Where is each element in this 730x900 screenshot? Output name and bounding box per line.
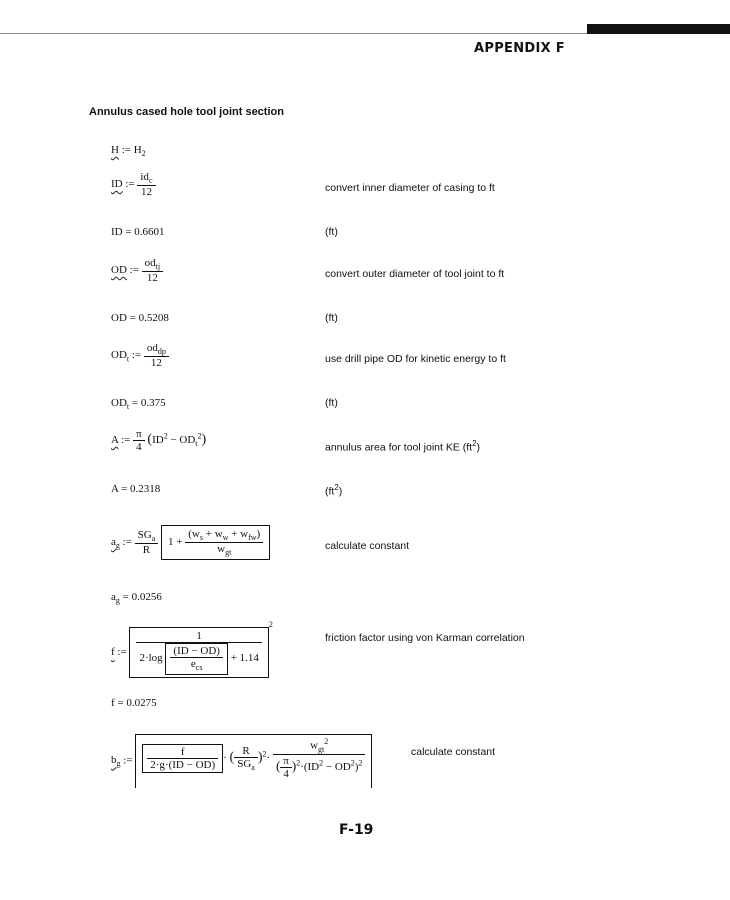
val-ag-name: a xyxy=(111,591,116,603)
eq-od-lhs: OD xyxy=(111,264,127,277)
appendix-label: APPENDIX F xyxy=(474,41,565,56)
eq-f-log-den: e xyxy=(190,658,196,671)
val-id: ID = 0.6601 xyxy=(111,226,165,238)
eq-h-definition: H := $H_2$ xyxy=(111,144,146,159)
eq-h-rhs-sub: 2 xyxy=(141,149,146,159)
eq-bg-bracket: $\frac{f}{2\cdot g\cdot(ID - OD)}$ · ( $\frac{R}{SG_a}$ )$^2$· $w_{gt}^2$ ( $\frac{\pi}{4}$ )$^2\cdot(ID^2 - OD^2)^2$ xyxy=(135,734,372,788)
eq-h-lhs: H xyxy=(111,144,119,156)
eq-odt-num: od xyxy=(146,342,158,354)
eq-f-log-den-sub: cs xyxy=(195,663,203,673)
note-a-end: ) xyxy=(476,441,481,454)
eq-odt-num-sub: dp xyxy=(157,347,166,357)
eq-bg-lhs: $b_g$ xyxy=(111,754,121,769)
eq-a-den: 4 xyxy=(133,440,145,453)
eq-f-lhs: f xyxy=(111,646,115,658)
unit-od: (ft) xyxy=(325,312,338,324)
header-bar xyxy=(587,24,730,34)
eq-f-num: 1 xyxy=(196,630,202,643)
val-ag-sub: g xyxy=(115,596,120,606)
note-a-text: annulus area for tool joint KE (ft xyxy=(325,441,473,454)
unit-a-end: ) xyxy=(338,485,343,498)
eq-f-exp: 2 xyxy=(268,620,273,629)
eq-f-bracket xyxy=(129,627,268,677)
note-f: friction factor using von Karman correlation xyxy=(325,632,525,644)
eq-ag-definition: $a_g$ := $\frac{SG_a}{R}$ 1 + $\frac{(w_s + w_w + w_{fw})}{w_{gt}}$ xyxy=(111,525,270,560)
note-ag: calculate constant xyxy=(325,540,410,552)
note-od: convert outer diameter of tool joint to ft xyxy=(325,268,505,280)
eq-id-fraction xyxy=(137,171,155,198)
eq-odt-lhs-sub: t xyxy=(126,354,130,364)
eq-a-num: π xyxy=(136,428,142,440)
eq-id-num: id xyxy=(140,171,149,183)
eq-odt-definition: $OD_t$ := $\frac{od_{dp}}{12}$ xyxy=(111,342,169,369)
unit-odt: (ft) xyxy=(325,397,338,409)
eq-id-definition: ID := $\frac{id_c}{12}$ xyxy=(111,171,156,198)
eq-a-paren: ( xyxy=(147,432,153,448)
val-od: OD = 0.5208 xyxy=(111,312,169,324)
eq-a-definition: A := $\frac{\pi}{4}$ $(ID^2 - OD_t^2)$ xyxy=(111,428,207,453)
eq-h-rhs: H xyxy=(133,144,142,156)
val-odt-rest: = 0.375 xyxy=(129,397,166,409)
eq-a-lhs: A xyxy=(111,434,119,447)
eq-od-num: od xyxy=(144,257,156,269)
note-bg: calculate constant xyxy=(411,746,496,758)
eq-f-definition: f := 1 2·log $\frac{(ID - OD)}{e_{cs}}$ + 1.14 $^2$ xyxy=(111,620,273,678)
eq-f-pre: 2·log xyxy=(139,652,163,665)
unit-id: (ft) xyxy=(325,226,338,238)
note-a-sup: 2 xyxy=(472,439,477,448)
val-odt xyxy=(111,397,166,411)
note-odt: use drill pipe OD for kinetic energy to ft xyxy=(325,353,506,365)
unit-a xyxy=(325,483,342,498)
eq-od-fraction xyxy=(142,257,163,284)
val-a: A = 0.2318 xyxy=(111,483,161,495)
page-number: F-19 xyxy=(339,822,374,838)
note-id: convert inner diameter of casing to ft xyxy=(325,182,495,194)
eq-odt-den: 12 xyxy=(144,356,169,369)
eq-ag-fraction: $\frac{SG_a}{R}$ xyxy=(135,529,159,556)
note-a xyxy=(325,439,480,454)
val-odt-name: OD xyxy=(111,397,127,409)
val-ag-rest: = 0.0256 xyxy=(119,591,162,603)
eq-id-lhs: ID xyxy=(111,178,123,191)
eq-ag-bracket: 1 + $\frac{(w_s + w_w + w_{fw})}{w_{gt}}$ xyxy=(161,525,270,560)
eq-od-den: 12 xyxy=(142,271,163,284)
val-f: f = 0.0275 xyxy=(111,697,157,709)
eq-f-log-num: (ID − OD) xyxy=(173,645,220,658)
val-ag xyxy=(111,591,162,605)
unit-a-sup: 2 xyxy=(334,483,339,492)
eq-f-add: + 1.14 xyxy=(230,652,259,665)
section-title: Annulus cased hole tool joint section xyxy=(89,106,284,118)
eq-ag-lhs: $a_g$ xyxy=(111,536,120,551)
eq-a-fraction xyxy=(133,428,145,453)
unit-a-text: (ft xyxy=(325,485,335,498)
eq-odt-lhs: OD xyxy=(111,349,127,362)
eq-bg-definition: $b_g$ := $\frac{f}{2\cdot g\cdot(ID - OD)}$ · ( $\frac{R}{SG_a}$ )$^2$· $w_{gt}^2$ ( $\frac{\pi}{4}$ )$^2\cdot(ID^2 - OD^2)^2$ xyxy=(111,734,372,788)
eq-od-num-sub: tj xyxy=(155,262,161,272)
eq-odt-fraction xyxy=(144,342,169,369)
eq-od-definition: OD := $\frac{od_{tj}}{12}$ xyxy=(111,257,163,284)
val-odt-sub: t xyxy=(126,402,130,412)
eq-id-den: 12 xyxy=(137,185,155,198)
eq-id-num-sub: c xyxy=(148,176,153,186)
